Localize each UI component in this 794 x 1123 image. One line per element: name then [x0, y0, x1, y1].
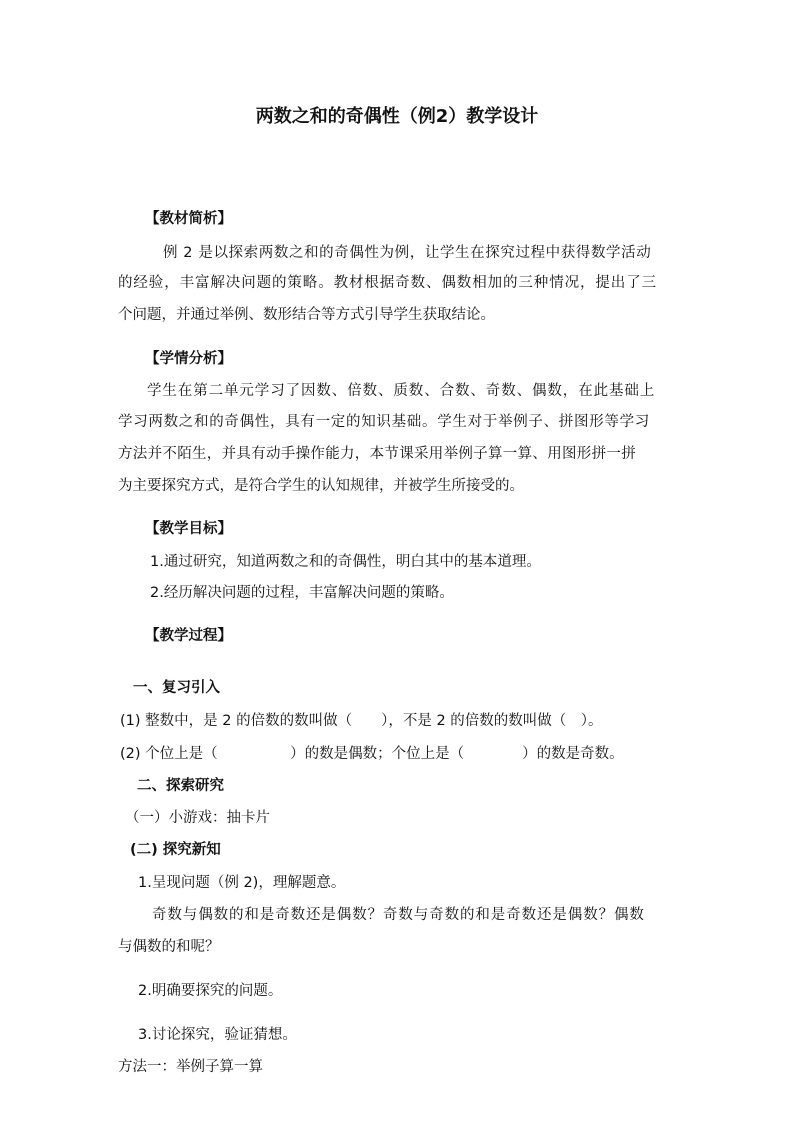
- paragraph-line: 奇数与偶数的和是奇数还是偶数？奇数与奇数的和是奇数还是偶数？偶数: [152, 907, 645, 923]
- paragraph-line: 与偶数的和呢？: [118, 939, 220, 955]
- step-1: 1.呈现问题（例 2)，理解题意。: [138, 875, 346, 891]
- paragraph-line: 方法并不陌生，并具有动手操作能力，本节课采用举例子算一算、用图形拼一拼: [118, 446, 636, 462]
- section-heading-teaching-objectives: 【教学目标】: [145, 521, 232, 537]
- part-heading-explore: 二、探索研究: [137, 778, 224, 794]
- section-heading-teaching-process: 【教学过程】: [145, 628, 232, 644]
- method-1: 方法一：举例子算一算: [118, 1059, 263, 1075]
- paragraph-line: 例 2 是以探索两数之和的奇偶性为例，让学生在探究过程中获得数学活动: [163, 245, 652, 261]
- step-3: 3.讨论探究，验证猜想。: [138, 1027, 297, 1043]
- document-title: 两数之和的奇偶性（例2）教学设计: [255, 106, 539, 127]
- subheading-explore-new: (二) 探究新知: [130, 842, 221, 858]
- step-2: 2.明确要探究的问题。: [138, 983, 283, 999]
- review-question-1: (1) 整数中，是 2 的倍数的数叫做（ ），不是 2 的倍数的数叫做（ ）。: [120, 713, 603, 729]
- review-question-2: (2) 个位上是（ ）的数是偶数；个位上是（ ）的数是奇数。: [120, 746, 624, 762]
- paragraph-line: 的经验，丰富解决问题的策略。教材根据奇数、偶数相加的三种情况，提出了三: [118, 275, 657, 291]
- section-heading-learner-analysis: 【学情分析】: [145, 351, 232, 367]
- part-heading-review: 一、复习引入: [133, 680, 220, 696]
- objective-item: 2.经历解决问题的过程，丰富解决问题的策略。: [150, 585, 454, 601]
- paragraph-line: 学生在第二单元学习了因数、倍数、质数、合数、奇数、偶数，在此基础上: [147, 383, 656, 399]
- paragraph-line: 个问题，并通过举例、数形结合等方式引导学生获取结论。: [118, 307, 495, 323]
- subheading-card-game: （一）小游戏：抽卡片: [125, 810, 270, 826]
- paragraph-line: 学习两数之和的奇偶性，具有一定的知识基础。学生对于举例子、拼图形等学习: [118, 414, 650, 430]
- objective-item: 1.通过研究，知道两数之和的奇偶性，明白其中的基本道理。: [150, 554, 541, 570]
- paragraph-line: 为主要探究方式，是符合学生的认知规律，并被学生所接受的。: [118, 478, 524, 494]
- section-heading-textbook-analysis: 【教材简析】: [145, 211, 232, 227]
